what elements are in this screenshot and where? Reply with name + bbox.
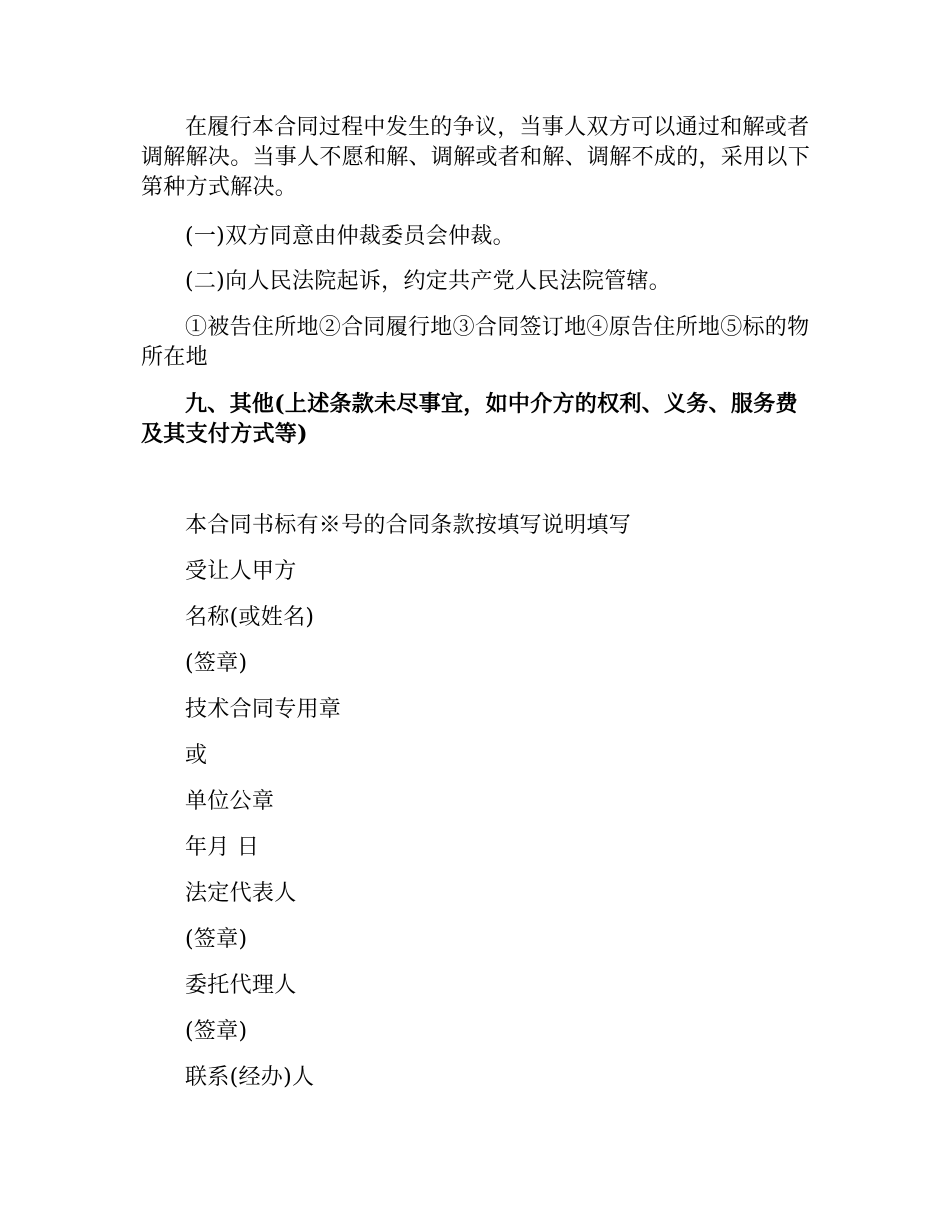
fill-instruction-note: 本合同书标有※号的合同条款按填写说明填写: [185, 513, 632, 538]
legal-representative-label: 法定代表人: [185, 881, 297, 906]
date-label: 年月 日: [185, 835, 260, 860]
option-one-paragraph: (一)双方同意由仲裁委员会仲裁。: [185, 224, 515, 249]
contract-seal-label: 技术合同专用章: [185, 697, 342, 722]
assignee-label: 受让人甲方: [185, 559, 297, 584]
agent-seal-label: (签章): [185, 1019, 248, 1044]
legal-rep-seal-label: (签章): [185, 927, 248, 952]
unit-seal-label: 单位公章: [185, 789, 275, 814]
section-nine-heading: 九、其他(上述条款未尽事宜，如中介方的权利、义务、服务费及其支付方式等): [141, 391, 798, 447]
or-label: 或: [185, 743, 208, 768]
dispute-paragraph: 在履行本合同过程中发生的争议，当事人双方可以通过和解或者调解解决。当事人不愿和解、调解或者和解、调解不成的，采用以下第种方式解决。: [141, 115, 811, 200]
contact-person-label: 联系(经办)人: [185, 1065, 315, 1090]
name-label: 名称(或姓名): [185, 605, 315, 630]
seal-label: (签章): [185, 651, 248, 676]
venue-options-paragraph: ①被告住所地②合同履行地③合同签订地④原告住所地⑤标的物所在地: [141, 315, 810, 370]
agent-label: 委托代理人: [185, 973, 297, 998]
option-two-paragraph: (二)向人民法院起诉，约定共产党人民法院管辖。: [185, 269, 672, 294]
